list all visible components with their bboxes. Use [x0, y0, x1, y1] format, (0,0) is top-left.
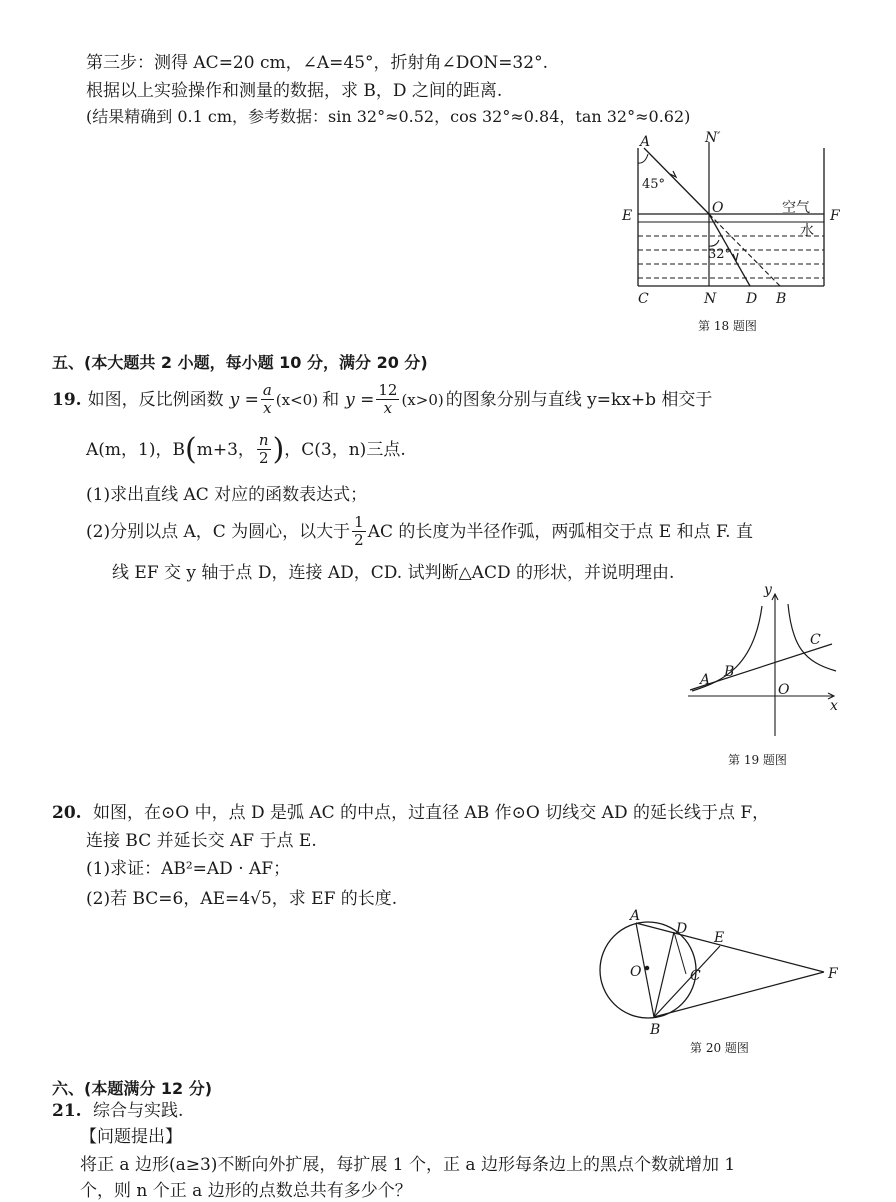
fig20-label-B: B: [650, 1022, 661, 1038]
q19-fraction-a-over-x: $\frac{a}{x}$: [262, 381, 272, 417]
fig20-line-BF: [654, 972, 824, 1017]
fig18-water-label: 水: [800, 223, 814, 239]
figure-19: [684, 586, 844, 772]
fig18-label-F: F: [830, 208, 840, 224]
q21-title: 21. 综合与实践.: [52, 1101, 184, 1121]
fig19-label-x: x: [830, 698, 838, 714]
fig20-label-O: O: [630, 964, 642, 980]
fig18-label-A: A: [640, 134, 651, 150]
fig20-label-F: F: [828, 966, 838, 982]
fig18-label-O: O: [712, 200, 724, 216]
fig20-line-AF: [636, 923, 824, 972]
q19-fraction-n-over-2: $\frac{n}{2}$: [258, 431, 269, 467]
q19-sub2-line1: (2)分别以点 A，C 为圆心，以大于 $\frac{1}{2}$ AC 的长度为半径作弧，两弧相交于点 E 和点 F. 直: [86, 513, 753, 549]
fig18-angle-o: 32°: [708, 247, 732, 262]
fig19-label-A: A: [700, 672, 711, 688]
p18-step3: 第三步：测得 AC=20 cm，∠A=45°，折射角∠DON=32°.: [86, 53, 548, 73]
fig18-air-label: 空气: [782, 200, 810, 216]
fig19-caption: 第 19 题图: [728, 753, 787, 767]
p18-note: (结果精确到 0.1 cm，参考数据：sin 32°≈0.52，cos 32°≈0.84，tan 32°≈0.62): [86, 107, 691, 126]
p18-question: 根据以上实验操作和测量的数据，求 B，D 之间的距离.: [86, 81, 503, 101]
section-5-title: 五、(本大题共 2 小题，每小题 10 分，满分 20 分): [52, 353, 428, 372]
fig20-line-BE: [654, 946, 720, 1017]
q20-sub1: (1)求证：AB²=AD · AF；: [86, 859, 291, 879]
fig19-label-y: y: [764, 586, 772, 598]
q21-line2: 个，则 n 个正 a 边形的点数总共有多少个？: [80, 1181, 412, 1201]
fig19-label-B: B: [724, 664, 735, 680]
figure-20: [596, 906, 846, 1058]
fig18-label-N-prime: N′: [705, 130, 721, 146]
q20-line1: 20. 如图，在⊙O 中，点 D 是弧 AC 的中点，过直径 AB 作⊙O 切线交 AD 的延长线于点 F，: [52, 803, 770, 823]
fig18-label-N: N: [704, 291, 717, 307]
fig18-angle-a: 45°: [642, 177, 666, 192]
q20-line2: 连接 BC 并延长交 AF 于点 E.: [86, 831, 317, 851]
fig18-label-E: E: [622, 208, 633, 224]
q21-number: 21.: [52, 1101, 82, 1121]
q20-sub2: (2)若 BC=6，AE=4√5，求 EF 的长度.: [86, 889, 398, 909]
fig20-caption: 第 20 题图: [690, 1041, 749, 1055]
fig20-line-BD: [654, 932, 674, 1017]
fig19-label-O: O: [778, 682, 790, 698]
fig20-label-D: D: [676, 921, 688, 937]
q21-bracket-heading: 【问题提出】: [80, 1127, 182, 1147]
q19-line2: A(m，1)，B ( m+3， $\frac{n}{2}$ ) ，C(3，n)三点.: [86, 431, 406, 467]
fig18-label-B: B: [776, 291, 787, 307]
fig20-label-E: E: [714, 930, 725, 946]
fig18-arrow: [733, 253, 738, 261]
fig18-label-D: D: [746, 291, 758, 307]
fig18-caption: 第 18 题图: [698, 319, 757, 333]
fig20-center-point: [645, 966, 649, 970]
section-6-title: 六、(本题满分 12 分): [52, 1079, 213, 1098]
q21-line1: 将正 a 边形(a≥3)不断向外扩展，每扩展 1 个，正 a 边形每条边上的黑点个数就增加 1: [80, 1155, 736, 1175]
q19-sub2-line2: 线 EF 交 y 轴于点 D，连接 AD，CD. 试判断△ACD 的形状，并说明理由.: [112, 563, 675, 583]
figure-18: [620, 128, 840, 338]
q19-fraction-1-over-2: $\frac{1}{2}$: [354, 513, 364, 549]
q19-fraction-12-over-x: $\frac{12}{x}$: [378, 381, 398, 417]
q19-sub1: (1)求出直线 AC 对应的函数表达式；: [86, 485, 368, 505]
fig18-angle-arc: [709, 240, 719, 246]
fig18-angle-arc: [638, 154, 648, 163]
q19-number: 19.: [52, 389, 82, 410]
fig19-line: [690, 644, 832, 690]
q19-line1: 19. 如图，反比例函数 y = $\frac{a}{x}$ (x<0) 和 y = $\frac{12}{x}$ (x>0) 的图象分别与直线 y=kx+b 相交于: [52, 381, 713, 417]
q20-number: 20.: [52, 803, 82, 823]
fig19-label-C: C: [810, 632, 821, 648]
fig20-label-A: A: [630, 908, 641, 924]
fig18-label-C: C: [638, 291, 649, 307]
fig20-label-C: C: [690, 968, 701, 984]
